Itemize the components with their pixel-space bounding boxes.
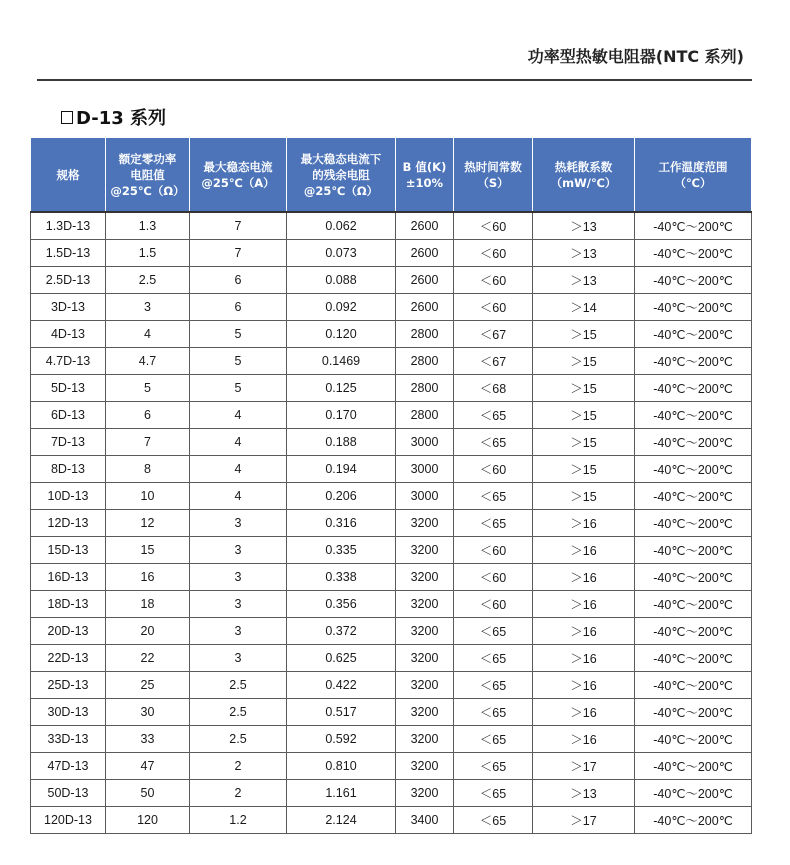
table-cell: 6 xyxy=(190,267,287,294)
column-header-line: （℃） xyxy=(674,175,712,190)
table-cell: ＜60 xyxy=(454,564,533,591)
table-cell: 2800 xyxy=(396,321,454,348)
table-cell: ＜65 xyxy=(454,429,533,456)
table-cell: 30D-13 xyxy=(31,699,106,726)
table-cell: 0.092 xyxy=(287,294,396,321)
table-cell: 3 xyxy=(190,564,287,591)
table-cell: 8 xyxy=(106,456,190,483)
table-cell: 3200 xyxy=(396,726,454,753)
table-cell: ＞15 xyxy=(533,375,635,402)
table-row xyxy=(31,510,752,537)
table-row xyxy=(31,537,752,564)
column-header-line: @25℃（Ω） xyxy=(303,183,379,198)
table-cell: ＞16 xyxy=(533,564,635,591)
table-body xyxy=(31,212,752,834)
table-cell: 15D-13 xyxy=(31,537,106,564)
table-cell: -40℃～200℃ xyxy=(635,348,752,375)
table-row xyxy=(31,672,752,699)
table-cell: 3D-13 xyxy=(31,294,106,321)
table-row xyxy=(31,267,752,294)
table-cell: -40℃～200℃ xyxy=(635,618,752,645)
table-cell: ＞17 xyxy=(533,753,635,780)
section-title-text: D-13 系列 xyxy=(76,108,167,129)
column-header xyxy=(396,138,454,213)
table-cell: 2600 xyxy=(396,240,454,267)
table-cell: 2600 xyxy=(396,267,454,294)
table-cell: 3200 xyxy=(396,699,454,726)
table-cell: -40℃～200℃ xyxy=(635,321,752,348)
table-cell: -40℃～200℃ xyxy=(635,726,752,753)
table-row xyxy=(31,321,752,348)
table-cell: 3200 xyxy=(396,591,454,618)
table-row xyxy=(31,402,752,429)
table-cell: 7 xyxy=(106,429,190,456)
table-cell: ＜65 xyxy=(454,402,533,429)
column-header-line: 最大稳态电流 xyxy=(203,159,273,174)
table-cell: 3400 xyxy=(396,807,454,834)
table-cell: 15 xyxy=(106,537,190,564)
table-cell: 2.5D-13 xyxy=(31,267,106,294)
column-header-line: @25℃（A） xyxy=(201,175,275,190)
table-cell: 3000 xyxy=(396,429,454,456)
table-row xyxy=(31,483,752,510)
table-cell: 0.120 xyxy=(287,321,396,348)
table-cell: -40℃～200℃ xyxy=(635,375,752,402)
table-cell: ＜68 xyxy=(454,375,533,402)
table-cell: 3200 xyxy=(396,672,454,699)
table-cell: -40℃～200℃ xyxy=(635,294,752,321)
table-cell: 1.3D-13 xyxy=(31,212,106,240)
table-cell: 3 xyxy=(190,510,287,537)
table-cell: 2 xyxy=(190,780,287,807)
checkbox-icon xyxy=(61,111,73,124)
table-cell: -40℃～200℃ xyxy=(635,240,752,267)
table-cell: 47D-13 xyxy=(31,753,106,780)
table-cell: 0.592 xyxy=(287,726,396,753)
table-cell: ＞15 xyxy=(533,321,635,348)
table-cell: 6D-13 xyxy=(31,402,106,429)
table-row xyxy=(31,564,752,591)
table-cell: 2600 xyxy=(396,212,454,240)
table-cell: 3 xyxy=(106,294,190,321)
table-cell: 12D-13 xyxy=(31,510,106,537)
table-cell: 7 xyxy=(190,240,287,267)
table-cell: ＞16 xyxy=(533,537,635,564)
table-cell: 1.3 xyxy=(106,212,190,240)
header-divider xyxy=(37,79,752,81)
table-cell: 3 xyxy=(190,618,287,645)
table-cell: 22D-13 xyxy=(31,645,106,672)
table-cell: 4 xyxy=(106,321,190,348)
column-header xyxy=(454,138,533,213)
table-cell: 20 xyxy=(106,618,190,645)
table-cell: 5 xyxy=(190,348,287,375)
table-cell: 16 xyxy=(106,564,190,591)
table-cell: ＜60 xyxy=(454,240,533,267)
table-cell: 2.5 xyxy=(106,267,190,294)
table-cell: -40℃～200℃ xyxy=(635,645,752,672)
table-cell: ＞15 xyxy=(533,429,635,456)
table-cell: 0.194 xyxy=(287,456,396,483)
table-cell: ＜60 xyxy=(454,267,533,294)
table-cell: ＞14 xyxy=(533,294,635,321)
table-cell: -40℃～200℃ xyxy=(635,483,752,510)
table-cell: 2.5 xyxy=(190,672,287,699)
table-cell: 8D-13 xyxy=(31,456,106,483)
table-cell: 2800 xyxy=(396,375,454,402)
table-cell: ＞16 xyxy=(533,699,635,726)
table-cell: 5 xyxy=(190,321,287,348)
table-cell: -40℃～200℃ xyxy=(635,564,752,591)
page-header-title: 功率型热敏电阻器(NTC 系列) xyxy=(527,47,744,66)
table-cell: 0.316 xyxy=(287,510,396,537)
table-cell: ＜65 xyxy=(454,510,533,537)
table-cell: 10D-13 xyxy=(31,483,106,510)
table-cell: ＜65 xyxy=(454,483,533,510)
table-cell: 3 xyxy=(190,537,287,564)
table-cell: ＜65 xyxy=(454,699,533,726)
table-cell: 2 xyxy=(190,753,287,780)
column-header-line: 的残余电阻 xyxy=(312,167,370,182)
table-row xyxy=(31,726,752,753)
table-cell: 5 xyxy=(190,375,287,402)
table-cell: ＞16 xyxy=(533,726,635,753)
table-cell: ＜60 xyxy=(454,294,533,321)
table-cell: -40℃～200℃ xyxy=(635,456,752,483)
column-header-line: ±10% xyxy=(405,175,444,190)
table-cell: 3000 xyxy=(396,483,454,510)
table-cell: ＜65 xyxy=(454,618,533,645)
table-cell: -40℃～200℃ xyxy=(635,807,752,834)
table-row xyxy=(31,429,752,456)
table-cell: 0.206 xyxy=(287,483,396,510)
table-row xyxy=(31,753,752,780)
table-cell: 50D-13 xyxy=(31,780,106,807)
table-cell: ＜65 xyxy=(454,645,533,672)
table-row xyxy=(31,618,752,645)
table-cell: 0.810 xyxy=(287,753,396,780)
table-cell: -40℃～200℃ xyxy=(635,212,752,240)
table-cell: 3000 xyxy=(396,456,454,483)
table-cell: 3200 xyxy=(396,753,454,780)
table-cell: ＜60 xyxy=(454,591,533,618)
table-cell: ＜65 xyxy=(454,780,533,807)
table-cell: 4 xyxy=(190,456,287,483)
table-row xyxy=(31,294,752,321)
table-cell: 4.7D-13 xyxy=(31,348,106,375)
column-header-line: 热时间常数 xyxy=(464,159,522,174)
column-header-line: B 值(K) xyxy=(402,159,447,174)
table-cell: 1.161 xyxy=(287,780,396,807)
table-cell: -40℃～200℃ xyxy=(635,429,752,456)
table-cell: ＞15 xyxy=(533,483,635,510)
table-cell: 30 xyxy=(106,699,190,726)
table-row xyxy=(31,375,752,402)
table-row xyxy=(31,240,752,267)
table-cell: 0.356 xyxy=(287,591,396,618)
table-cell: ＜60 xyxy=(454,212,533,240)
column-header-line: @25℃（Ω） xyxy=(110,183,185,198)
table-cell: 25D-13 xyxy=(31,672,106,699)
table-header-row xyxy=(31,138,752,213)
column-header-line: 规格 xyxy=(56,167,80,182)
table-cell: ＞15 xyxy=(533,348,635,375)
table-cell: 0.372 xyxy=(287,618,396,645)
table-row xyxy=(31,645,752,672)
table-cell: -40℃～200℃ xyxy=(635,780,752,807)
column-header-line: 最大稳态电流下 xyxy=(300,151,382,166)
table-cell: ＞16 xyxy=(533,618,635,645)
table-row xyxy=(31,780,752,807)
table-cell: -40℃～200℃ xyxy=(635,591,752,618)
table-cell: ＞16 xyxy=(533,591,635,618)
column-header xyxy=(635,138,752,213)
table-cell: 1.5D-13 xyxy=(31,240,106,267)
table-cell: 120 xyxy=(106,807,190,834)
table-cell: 12 xyxy=(106,510,190,537)
table-cell: -40℃～200℃ xyxy=(635,510,752,537)
column-header xyxy=(31,138,106,213)
table-cell: ＜65 xyxy=(454,807,533,834)
table-row xyxy=(31,348,752,375)
table-cell: 0.422 xyxy=(287,672,396,699)
table-cell: 0.062 xyxy=(287,212,396,240)
table-cell: 16D-13 xyxy=(31,564,106,591)
table-cell: 3200 xyxy=(396,564,454,591)
table-cell: 1.5 xyxy=(106,240,190,267)
table-cell: 4 xyxy=(190,483,287,510)
column-header xyxy=(533,138,635,213)
table-cell: 120D-13 xyxy=(31,807,106,834)
column-header-line: （S） xyxy=(477,175,509,190)
table-cell: 3200 xyxy=(396,618,454,645)
table-cell: -40℃～200℃ xyxy=(635,537,752,564)
table-cell: 0.517 xyxy=(287,699,396,726)
table-cell: 22 xyxy=(106,645,190,672)
table-cell: 5D-13 xyxy=(31,375,106,402)
table-cell: 0.188 xyxy=(287,429,396,456)
table-cell: 33 xyxy=(106,726,190,753)
table-cell: -40℃～200℃ xyxy=(635,402,752,429)
table-cell: -40℃～200℃ xyxy=(635,699,752,726)
table-cell: ＜60 xyxy=(454,456,533,483)
table-cell: ＜65 xyxy=(454,726,533,753)
column-header-line: （mW/℃） xyxy=(550,175,617,190)
table-cell: ＞16 xyxy=(533,645,635,672)
table-cell: 50 xyxy=(106,780,190,807)
table-cell: 2.124 xyxy=(287,807,396,834)
table-cell: ＜65 xyxy=(454,672,533,699)
table-cell: ＜67 xyxy=(454,348,533,375)
spec-table xyxy=(30,137,752,834)
section-title xyxy=(61,104,166,130)
table-cell: 18D-13 xyxy=(31,591,106,618)
table-cell: 2.5 xyxy=(190,699,287,726)
table-cell: ＞13 xyxy=(533,780,635,807)
table-cell: 3200 xyxy=(396,510,454,537)
table-cell: ＞13 xyxy=(533,212,635,240)
table-cell: 4D-13 xyxy=(31,321,106,348)
table-cell: 47 xyxy=(106,753,190,780)
table-cell: 3 xyxy=(190,645,287,672)
table-cell: 25 xyxy=(106,672,190,699)
table-cell: 5 xyxy=(106,375,190,402)
table-row xyxy=(31,807,752,834)
table-cell: 3 xyxy=(190,591,287,618)
table-cell: 6 xyxy=(190,294,287,321)
table-cell: ＞13 xyxy=(533,267,635,294)
table-row xyxy=(31,699,752,726)
table-cell: ＞16 xyxy=(533,672,635,699)
table-cell: -40℃～200℃ xyxy=(635,672,752,699)
table-cell: 33D-13 xyxy=(31,726,106,753)
table-cell: ＞13 xyxy=(533,240,635,267)
table-cell: 7D-13 xyxy=(31,429,106,456)
table-cell: 0.1469 xyxy=(287,348,396,375)
table-cell: 20D-13 xyxy=(31,618,106,645)
table-cell: 0.338 xyxy=(287,564,396,591)
table-cell: 0.625 xyxy=(287,645,396,672)
table-cell: 0.170 xyxy=(287,402,396,429)
table-cell: ＜67 xyxy=(454,321,533,348)
table-cell: 4 xyxy=(190,402,287,429)
table-cell: 3200 xyxy=(396,645,454,672)
column-header xyxy=(106,138,190,213)
table-row xyxy=(31,212,752,240)
table-cell: ＜65 xyxy=(454,753,533,780)
table-cell: ＞17 xyxy=(533,807,635,834)
table-cell: -40℃～200℃ xyxy=(635,267,752,294)
table-cell: ＞15 xyxy=(533,402,635,429)
table-cell: 4.7 xyxy=(106,348,190,375)
table-cell: 0.088 xyxy=(287,267,396,294)
table-row xyxy=(31,456,752,483)
column-header-line: 热耗散系数 xyxy=(554,159,613,174)
column-header xyxy=(287,138,396,213)
table-cell: 10 xyxy=(106,483,190,510)
table-cell: 2800 xyxy=(396,402,454,429)
table-cell: 0.125 xyxy=(287,375,396,402)
table-cell: ＞15 xyxy=(533,456,635,483)
table-cell: 0.073 xyxy=(287,240,396,267)
table-cell: 1.2 xyxy=(190,807,287,834)
table-cell: 7 xyxy=(190,212,287,240)
table-cell: 3200 xyxy=(396,780,454,807)
table-cell: 4 xyxy=(190,429,287,456)
table-cell: 2.5 xyxy=(190,726,287,753)
column-header-line: 额定零功率 xyxy=(118,151,177,166)
table-cell: 3200 xyxy=(396,537,454,564)
column-header xyxy=(190,138,287,213)
table-cell: ＞16 xyxy=(533,510,635,537)
table-cell: 2800 xyxy=(396,348,454,375)
table-cell: 6 xyxy=(106,402,190,429)
table-cell: 2600 xyxy=(396,294,454,321)
column-header-line: 电阻值 xyxy=(130,167,165,182)
table-cell: 0.335 xyxy=(287,537,396,564)
column-header-line: 工作温度范围 xyxy=(658,159,728,174)
table-cell: ＜60 xyxy=(454,537,533,564)
table-row xyxy=(31,591,752,618)
table-cell: 18 xyxy=(106,591,190,618)
table-cell: -40℃～200℃ xyxy=(635,753,752,780)
